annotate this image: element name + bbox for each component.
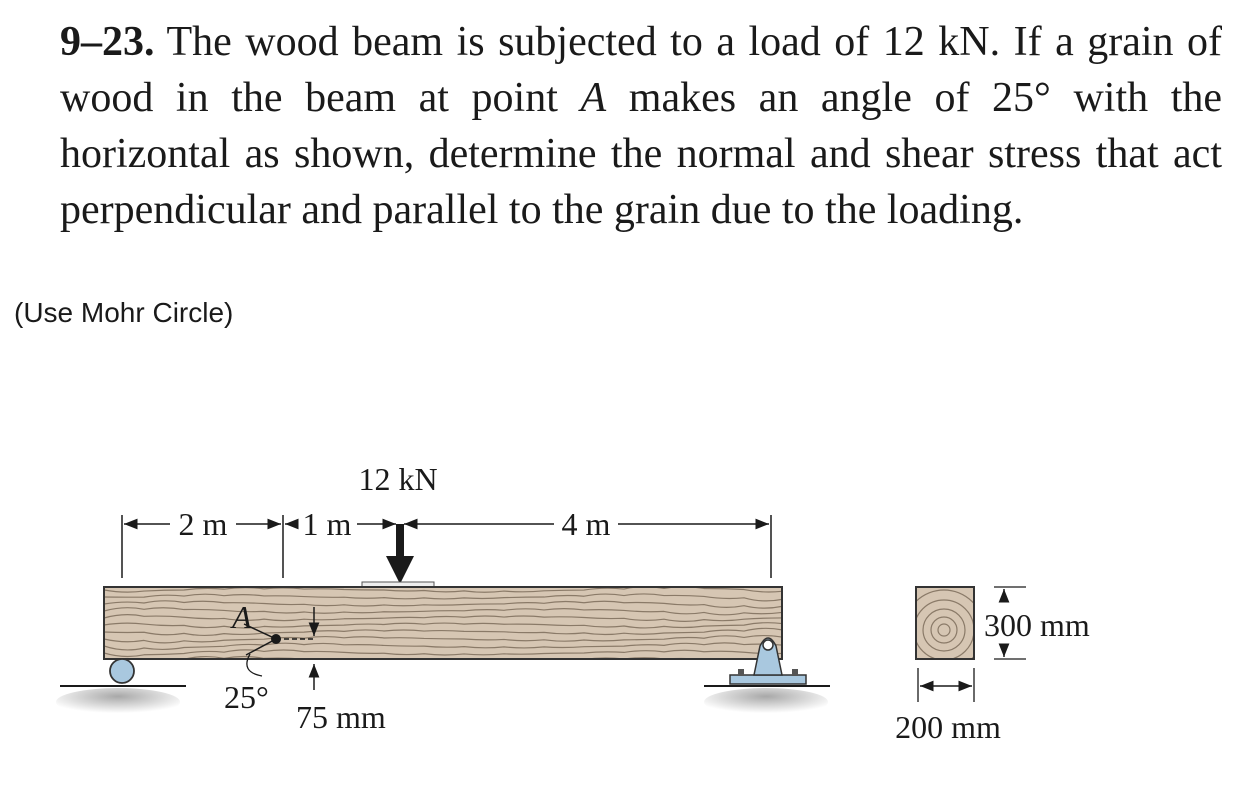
load-label: 12 kN — [358, 461, 438, 497]
span-left-label: 2 m — [178, 506, 228, 542]
problem-number: 9–23. — [60, 19, 155, 65]
width-label: 200 mm — [895, 709, 1001, 745]
wood-beam — [104, 587, 824, 664]
roller-support — [110, 659, 134, 683]
span-dimensions — [122, 506, 771, 578]
depth-offset-label: 75 mm — [296, 699, 386, 735]
ground-shadow-left — [56, 688, 180, 716]
cross-section — [895, 587, 1090, 745]
problem-point-label: A — [580, 75, 607, 121]
point-a-label: A — [232, 599, 252, 635]
height-label: 300 mm — [984, 607, 1090, 643]
ground-shadow-right — [704, 688, 828, 716]
problem-text-part2: makes an angle of 25° with the horizontal as shown, determine the normal and shear stress that act perpendicular and parallel to the grain due to the loading. — [60, 75, 1223, 233]
mohr-circle-note: (Use Mohr Circle) — [14, 297, 234, 328]
span-mid-label: 1 m — [302, 506, 352, 542]
span-right-label: 4 m — [561, 506, 611, 542]
problem-text-part1: The wood beam is subjected to a load of 12 kN. If a grain of wood in the beam at point — [60, 19, 1222, 121]
angle-label: 25° — [224, 679, 269, 715]
